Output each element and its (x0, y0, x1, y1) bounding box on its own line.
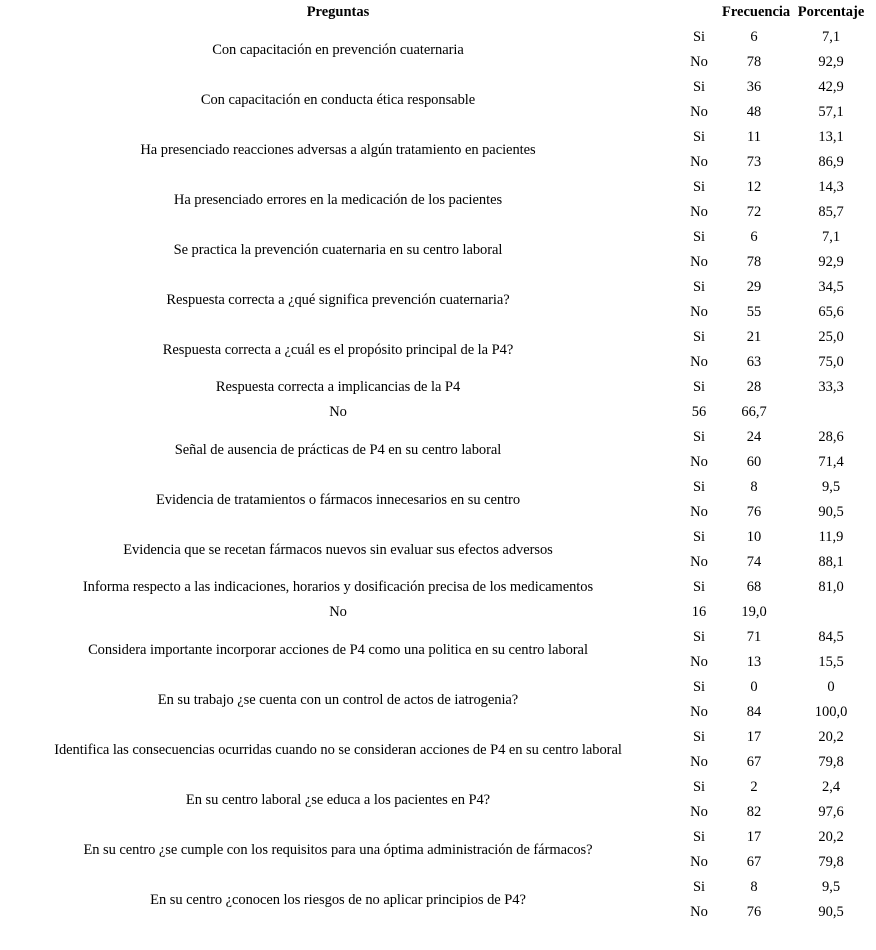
percent-cell: 14,3 (818, 179, 844, 195)
frequency-cell: 13 (746, 654, 762, 670)
column-header-preguntas: Preguntas (306, 4, 370, 20)
table-row (0, 75, 876, 100)
question-cell: Considera importante incorporar acciones de P4 como una politica en su centro laboral (88, 641, 588, 658)
answer-cell: Si (692, 379, 706, 395)
percent-cell: 65,6 (818, 304, 844, 320)
frequency-cell: 73 (746, 154, 762, 170)
frequency-cell: 12 (746, 179, 762, 195)
question-cell: Evidencia de tratamientos o fármacos innecesarios en su centro (155, 491, 521, 508)
question-cell: Con capacitación en prevención cuaternaria (212, 41, 464, 58)
percent-cell (786, 400, 876, 425)
answer-cell: No (690, 304, 708, 320)
question-cell: En su centro laboral ¿se educa a los pacientes en P4? (185, 791, 491, 808)
frequency-cell: 8 (750, 479, 758, 495)
table-row (0, 275, 876, 300)
percent-cell: 25,0 (818, 329, 844, 345)
answer-cell: Si (692, 529, 706, 545)
answer-cell: Si (692, 179, 706, 195)
answer-cell: Si (692, 779, 706, 795)
question-cell: Informa respecto a las indicaciones, horarios y dosificación precisa de los medicamentos (82, 579, 594, 595)
question-cell: Respuesta correcta a ¿cuál es el propósito principal de la P4? (162, 341, 514, 358)
answer-cell: Si (692, 679, 706, 695)
column-header-respuesta (676, 0, 722, 25)
frequency-cell: 78 (746, 254, 762, 270)
answer-cell: Si (692, 579, 706, 595)
percent-cell: 79,8 (818, 754, 844, 770)
column-header-porcentaje: Porcentaje (797, 4, 865, 20)
answer-cell: No (690, 104, 708, 120)
question-cell: Con capacitación en conducta ética responsable (200, 91, 476, 108)
frequency-cell: 67 (746, 754, 762, 770)
question-cell: Identifica las consecuencias ocurridas cuando no se consideran acciones de P4 en su centro laboral (54, 741, 622, 758)
answer-cell: No (690, 904, 708, 920)
frequency-cell: 63 (746, 354, 762, 370)
question-cell: En su trabajo ¿se cuenta con un control de actos de iatrogenia? (157, 691, 519, 708)
percent-cell: 100,0 (814, 704, 848, 720)
answer-cell: Si (692, 479, 706, 495)
frequency-cell: 17 (746, 729, 762, 745)
table-row (0, 175, 876, 200)
frequency-cell: 48 (746, 104, 762, 120)
percent-cell: 57,1 (818, 104, 844, 120)
frequency-cell: 6 (750, 229, 758, 245)
frequency-cell: 55 (746, 304, 762, 320)
table-body (0, 25, 876, 925)
answer-label-inline: No (329, 404, 347, 420)
table-row (0, 725, 876, 750)
answer-cell: No (690, 554, 708, 570)
table-row (0, 225, 876, 250)
percent-cell: 20,2 (818, 729, 844, 745)
table-row (0, 600, 876, 625)
answer-cell: No (690, 504, 708, 520)
question-cell: En su centro ¿conocen los riesgos de no aplicar principios de P4? (150, 891, 526, 908)
percent-cell: 85,7 (818, 204, 844, 220)
answer-cell: Si (692, 829, 706, 845)
answer-label-inline: No (329, 604, 347, 620)
frequency-cell: 17 (746, 829, 762, 845)
percent-cell: 90,5 (818, 504, 844, 520)
percent-cell: 7,1 (821, 29, 841, 45)
table-row (0, 675, 876, 700)
answer-cell: Si (692, 229, 706, 245)
answer-cell: No (690, 354, 708, 370)
answer-cell: Si (692, 879, 706, 895)
question-cell: Respuesta correcta a implicancias de la P4 (215, 379, 461, 395)
percent-cell: 92,9 (818, 54, 844, 70)
table-row (0, 400, 876, 425)
percent-cell: 42,9 (818, 79, 844, 95)
table-row (0, 875, 876, 900)
answer-cell: Si (692, 279, 706, 295)
frequency-cell: 2 (750, 779, 758, 795)
percent-cell: 11,9 (818, 529, 844, 545)
column-header-frecuencia: Frecuencia (722, 4, 791, 20)
frequency-cell: 72 (746, 204, 762, 220)
question-cell: En su centro ¿se cumple con los requisitos para una óptima administración de fármacos? (83, 841, 593, 858)
percent-cell: 34,5 (818, 279, 844, 295)
frequency-cell: 67 (746, 854, 762, 870)
frequency-cell: 0 (750, 679, 758, 695)
table-row (0, 825, 876, 850)
answer-cell: 56 (691, 404, 707, 420)
frequency-cell: 10 (746, 529, 762, 545)
frequency-cell: 74 (746, 554, 762, 570)
frequency-cell: 36 (746, 79, 762, 95)
question-cell: Ha presenciado errores en la medicación de los pacientes (173, 191, 503, 208)
percent-cell: 84,5 (818, 629, 844, 645)
answer-cell: No (690, 454, 708, 470)
percent-cell: 86,9 (818, 154, 844, 170)
frequency-cell: 60 (746, 454, 762, 470)
question-cell: Se practica la prevención cuaternaria en su centro laboral (173, 241, 503, 258)
percent-cell: 71,4 (818, 454, 844, 470)
answer-cell: No (690, 754, 708, 770)
answer-cell: Si (692, 429, 706, 445)
answer-cell: No (690, 254, 708, 270)
frequency-cell: 76 (746, 504, 762, 520)
percent-cell: 97,6 (818, 804, 844, 820)
frequency-cell: 28 (746, 379, 762, 395)
frequency-cell: 21 (746, 329, 762, 345)
table-row (0, 475, 876, 500)
percent-cell: 28,6 (818, 429, 844, 445)
table-header (0, 0, 876, 25)
frequency-cell: 8 (750, 879, 758, 895)
answer-cell: No (690, 654, 708, 670)
question-cell: Señal de ausencia de prácticas de P4 en su centro laboral (174, 441, 502, 458)
answer-cell: Si (692, 629, 706, 645)
answer-cell: No (690, 804, 708, 820)
answer-cell: Si (692, 129, 706, 145)
percent-cell: 33,3 (818, 379, 844, 395)
percent-cell: 81,0 (818, 579, 844, 595)
percent-cell: 20,2 (818, 829, 844, 845)
percent-cell: 9,5 (821, 879, 841, 895)
percent-cell: 9,5 (821, 479, 841, 495)
percent-cell (786, 600, 876, 625)
frequency-cell: 19,0 (741, 604, 767, 620)
percent-cell: 15,5 (818, 654, 844, 670)
percent-cell: 2,4 (821, 779, 841, 795)
percent-cell: 90,5 (818, 904, 844, 920)
frequency-cell: 82 (746, 804, 762, 820)
frequency-cell: 68 (746, 579, 762, 595)
table-row (0, 575, 876, 600)
table-row (0, 125, 876, 150)
table-row (0, 525, 876, 550)
percent-cell: 75,0 (818, 354, 844, 370)
percent-cell: 0 (827, 679, 835, 695)
table-row (0, 375, 876, 400)
answer-cell: No (690, 704, 708, 720)
frequency-cell: 76 (746, 904, 762, 920)
percent-cell: 7,1 (821, 229, 841, 245)
answer-cell: Si (692, 29, 706, 45)
percent-cell: 92,9 (818, 254, 844, 270)
table-row (0, 25, 876, 50)
question-cell: Evidencia que se recetan fármacos nuevos sin evaluar sus efectos adversos (123, 541, 553, 558)
percent-cell: 79,8 (818, 854, 844, 870)
frequency-cell: 29 (746, 279, 762, 295)
question-cell: Ha presenciado reacciones adversas a algún tratamiento en pacientes (140, 141, 536, 158)
table-header-row (0, 0, 876, 25)
frequency-cell: 24 (746, 429, 762, 445)
answer-cell: No (690, 854, 708, 870)
answer-cell: Si (692, 329, 706, 345)
frequency-cell: 84 (746, 704, 762, 720)
table-row (0, 425, 876, 450)
table-row (0, 775, 876, 800)
answer-cell: No (690, 154, 708, 170)
table-row (0, 325, 876, 350)
frequency-cell: 6 (750, 29, 758, 45)
table-row (0, 625, 876, 650)
frequency-cell: 11 (747, 129, 761, 145)
frequency-cell: 66,7 (741, 404, 767, 420)
percent-cell: 88,1 (818, 554, 844, 570)
percent-cell: 13,1 (818, 129, 844, 145)
answer-cell: No (690, 54, 708, 70)
question-cell: Respuesta correcta a ¿qué significa prevención cuaternaria? (166, 291, 510, 308)
frequency-cell: 71 (746, 629, 762, 645)
answer-cell: No (690, 204, 708, 220)
frequency-cell: 78 (746, 54, 762, 70)
answer-cell: 16 (691, 604, 707, 620)
answer-cell: Si (692, 729, 706, 745)
answer-cell: Si (692, 79, 706, 95)
